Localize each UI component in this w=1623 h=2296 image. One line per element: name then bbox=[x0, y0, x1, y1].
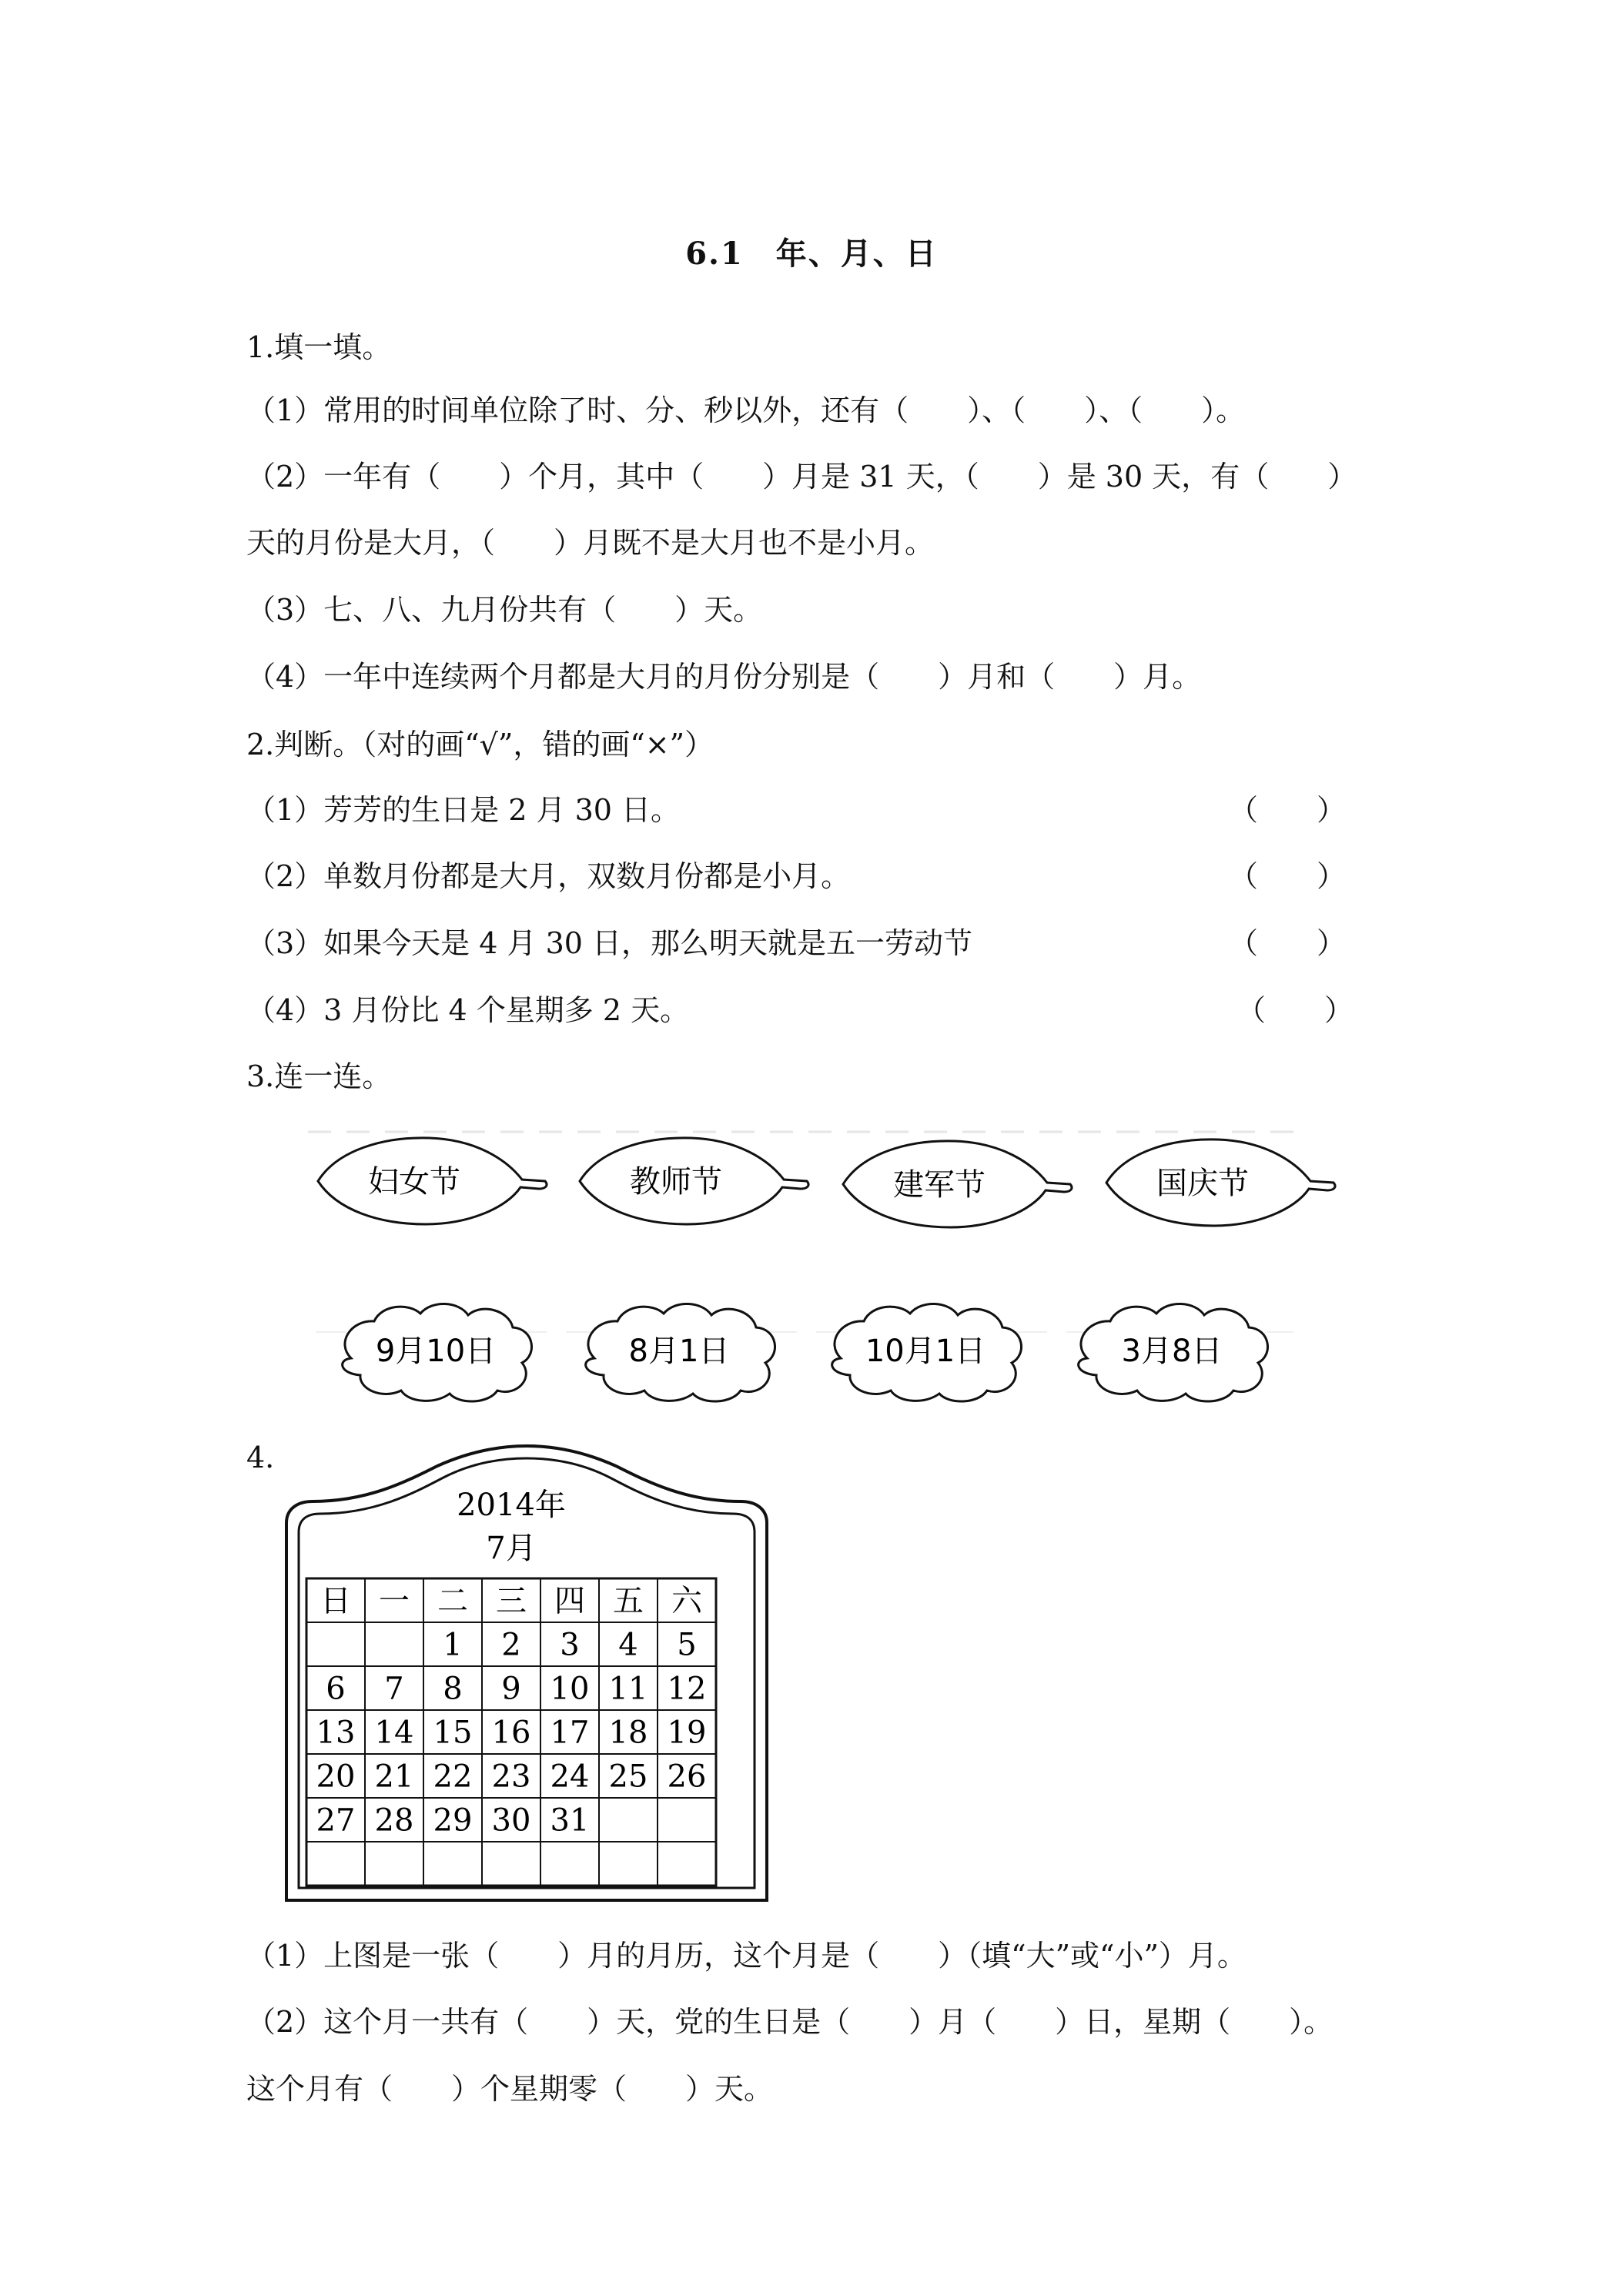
calendar-day-cell: 12 bbox=[667, 1671, 707, 1707]
calendar-day-cell: 14 bbox=[374, 1715, 414, 1751]
calendar-day-cell: 2 bbox=[501, 1627, 521, 1663]
calendar-day-cell: 15 bbox=[433, 1715, 473, 1751]
page-title: 6.1 年、月、日 bbox=[685, 236, 938, 272]
calendar-day-cell: 3 bbox=[560, 1627, 580, 1663]
calendar-day-cell: 18 bbox=[608, 1715, 648, 1751]
calendar-day-cell: 6 bbox=[326, 1671, 346, 1707]
leaf-label-4: 国庆节 bbox=[1156, 1166, 1249, 1201]
calendar-day-cell: 10 bbox=[550, 1671, 590, 1707]
q1-heading: 1.填一填。 bbox=[246, 330, 392, 364]
calendar-day-cell: 19 bbox=[667, 1715, 707, 1751]
q1-item-2: （2）一年有（ ）个月，其中（ ）月是 31 天，（ ）是 30 天，有（ ） bbox=[246, 460, 1357, 494]
q2-item-3: （3）如果今天是 4 月 30 日，那么明天就是五一劳动节 bbox=[246, 926, 973, 960]
leaf-2 bbox=[580, 1138, 808, 1224]
leaf-label-3: 建军节 bbox=[893, 1167, 986, 1203]
calendar-weekday-header: 日 bbox=[320, 1583, 351, 1619]
calendar-day-cell: 26 bbox=[667, 1759, 707, 1795]
calendar-day-cell: 25 bbox=[608, 1759, 648, 1795]
calendar-day-cell: 24 bbox=[550, 1759, 590, 1795]
calendar-day-cell: 16 bbox=[491, 1715, 531, 1751]
calendar-month: 7月 bbox=[486, 1531, 537, 1566]
cloud-4 bbox=[1079, 1304, 1268, 1401]
q4-item-2: （2）这个月一共有（ ）天，党的生日是（ ）月（ ）日，星期（ ）。 bbox=[246, 2005, 1334, 2039]
cloud-label-2: 8月1日 bbox=[628, 1334, 730, 1369]
calendar-weekday-header: 四 bbox=[554, 1583, 585, 1619]
calendar-day-cell: 22 bbox=[433, 1759, 473, 1795]
calendar-day-cell: 30 bbox=[491, 1802, 531, 1839]
q2-answer-blank-3: （ ） bbox=[1229, 926, 1347, 960]
leaf-label-1: 妇女节 bbox=[368, 1164, 460, 1200]
calendar-day-cell: 1 bbox=[443, 1627, 463, 1663]
calendar-day-cell: 8 bbox=[443, 1671, 463, 1707]
q2-item-4: （4）3 月份比 4 个星期多 2 天。 bbox=[246, 993, 690, 1027]
calendar-day-cell: 28 bbox=[374, 1802, 414, 1839]
q4-number: 4. bbox=[246, 1441, 275, 1474]
calendar-day-cell: 29 bbox=[433, 1802, 473, 1839]
q4-item-1: （1）上图是一张（ ）月的月历，这个月是（ ）（填“大”或“小”）月。 bbox=[246, 1939, 1247, 1973]
q1-item-1: （1）常用的时间单位除了时、分、秒以外，还有（ ）、（ ）、（ ）。 bbox=[246, 393, 1246, 427]
q2-answer-blank-1: （ ） bbox=[1229, 793, 1347, 827]
calendar-day-cell: 9 bbox=[501, 1671, 521, 1707]
leaf-label-2: 教师节 bbox=[630, 1164, 722, 1200]
calendar-day-cell: 7 bbox=[384, 1671, 404, 1707]
calendar-weekday-header: 六 bbox=[671, 1583, 702, 1619]
calendar-day-cell: 5 bbox=[677, 1627, 697, 1663]
q3-heading: 3.连一连。 bbox=[246, 1059, 392, 1093]
matching-figure bbox=[0, 1109, 1623, 1417]
cloud-label-4: 3月8日 bbox=[1121, 1334, 1223, 1369]
calendar-day-cell: 20 bbox=[316, 1759, 356, 1795]
cloud-2 bbox=[586, 1304, 775, 1401]
calendar-year: 2014年 bbox=[457, 1488, 566, 1523]
leaf-3 bbox=[843, 1141, 1072, 1227]
calendar-day-cell: 17 bbox=[550, 1715, 590, 1751]
calendar-day-cell: 31 bbox=[550, 1802, 590, 1839]
calendar-day-cell: 21 bbox=[374, 1759, 414, 1795]
q2-item-2: （2）单数月份都是大月，双数月份都是小月。 bbox=[246, 859, 851, 893]
q2-answer-blank-2: （ ） bbox=[1229, 859, 1347, 893]
calendar-weekday-header: 五 bbox=[613, 1583, 644, 1619]
calendar-day-cell: 23 bbox=[491, 1759, 531, 1795]
cloud-1 bbox=[343, 1304, 532, 1401]
calendar-day-cell: 27 bbox=[316, 1802, 356, 1839]
calendar bbox=[283, 1438, 776, 1916]
q2-heading: 2.判断。（对的画“√”，错的画“×”） bbox=[246, 728, 714, 761]
calendar-day-cell: 11 bbox=[608, 1671, 648, 1707]
q2-answer-blank-4: （ ） bbox=[1236, 993, 1354, 1027]
cloud-label-1: 9月10日 bbox=[375, 1334, 497, 1369]
leaf-1 bbox=[318, 1138, 547, 1224]
calendar-day-cell: 13 bbox=[316, 1715, 356, 1751]
calendar-weekday-header: 三 bbox=[496, 1583, 527, 1619]
calendar-weekday-header: 二 bbox=[437, 1583, 468, 1619]
calendar-weekday-header: 一 bbox=[379, 1583, 410, 1619]
cloud-3 bbox=[832, 1304, 1022, 1401]
leaf-4 bbox=[1106, 1140, 1335, 1226]
q2-item-1: （1）芳芳的生日是 2 月 30 日。 bbox=[246, 793, 681, 827]
q1-item-3: （3）七、八、九月份共有（ ）天。 bbox=[246, 593, 763, 627]
calendar-day-cell: 4 bbox=[618, 1627, 638, 1663]
q1-item-4: （4）一年中连续两个月都是大月的月份分别是（ ）月和（ ）月。 bbox=[246, 660, 1202, 694]
q4-item-2-cont: 这个月有（ ）个星期零（ ）天。 bbox=[246, 2072, 774, 2106]
cloud-label-3: 10月1日 bbox=[865, 1334, 986, 1369]
q1-item-2-cont: 天的月份是大月，（ ）月既不是大月也不是小月。 bbox=[246, 526, 935, 560]
